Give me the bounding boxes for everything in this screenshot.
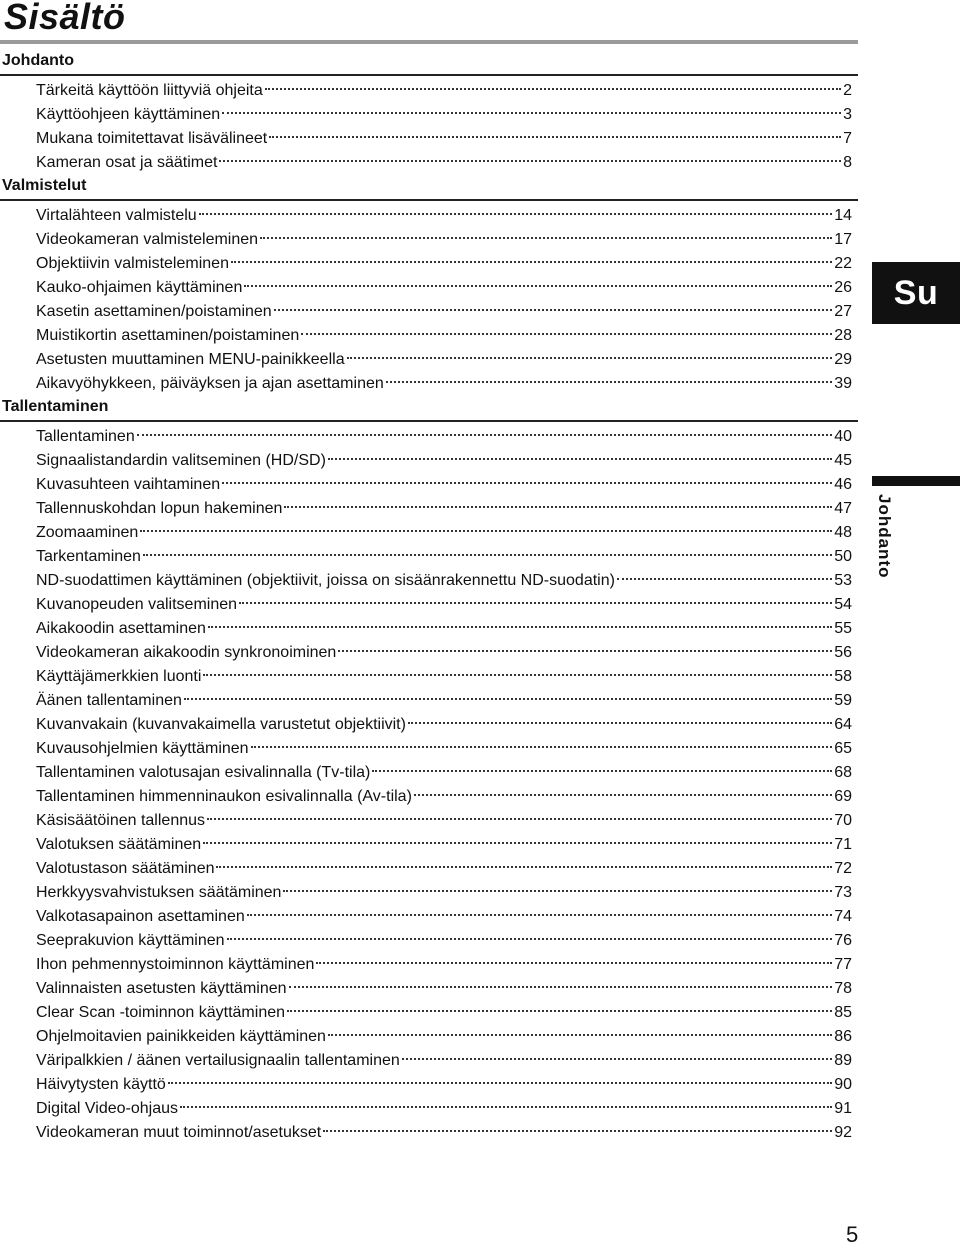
toc-entry-label: Kuvanopeuden valitseminen (36, 596, 238, 613)
toc-entry-label: Ihon pehmennystoiminnon käyttäminen (36, 956, 315, 973)
toc-entry-label: Käyttöohjeen käyttäminen (36, 106, 221, 123)
toc-entry[interactable] (36, 593, 852, 617)
toc-entry-label: Kuvanvakain (kuvanvakaimella varustetut objektiivit) (36, 716, 406, 733)
toc-entry-page: 17 (834, 231, 852, 248)
section-divider (0, 420, 858, 422)
toc-entry-page: 2 (843, 82, 852, 99)
toc-entry-page: 55 (834, 620, 852, 637)
toc-entry-page: 7 (843, 130, 852, 147)
toc-entry-label: Herkkyysvahvistuksen säätäminen (36, 884, 282, 901)
toc-entry-label: Kauko-ohjaimen käyttäminen (36, 279, 243, 296)
dot-leader (222, 482, 832, 484)
dot-leader (328, 1034, 832, 1036)
page-title: Sisältö (4, 0, 126, 37)
toc-entry-page: 78 (834, 980, 852, 997)
dot-leader (338, 650, 832, 652)
toc-entry[interactable] (36, 127, 852, 151)
toc-entry-page: 65 (834, 740, 852, 757)
toc-entry[interactable] (36, 521, 852, 545)
section-divider (0, 199, 858, 201)
toc-entry-page: 27 (834, 303, 852, 320)
toc-entry-label: Äänen tallentaminen (36, 692, 182, 709)
dot-leader (184, 698, 832, 700)
toc-entry[interactable] (36, 809, 852, 833)
toc-entry[interactable] (36, 953, 852, 977)
toc-entry-label: Muistikortin asettaminen/poistaminen (36, 327, 300, 344)
toc-entry-label: Tärkeitä käyttöön liittyviä ohjeita (36, 82, 263, 99)
toc-entry-page: 64 (834, 716, 852, 733)
section-heading: Tallentaminen (2, 398, 109, 415)
toc-entry-label: Kuvasuhteen vaihtaminen (36, 476, 221, 493)
dot-leader (269, 136, 841, 138)
toc-entry[interactable] (36, 545, 852, 569)
toc-entry-label: Valinnaisten asetusten käyttäminen (36, 980, 287, 997)
toc-entry-label: ND-suodattimen käyttäminen (objektiivit, joissa on sisäänrakennettu ND-suodatin) (36, 572, 615, 589)
toc-entry-page: 90 (834, 1076, 852, 1093)
dot-leader (283, 890, 832, 892)
toc-entry-label: Videokameran aikakoodin synkronoiminen (36, 644, 337, 661)
toc-entry-page: 89 (834, 1052, 852, 1069)
dot-leader (402, 1058, 832, 1060)
toc-entry-label: Tarkentaminen (36, 548, 141, 565)
toc-entry-label: Kuvausohjelmien käyttäminen (36, 740, 249, 757)
toc-entry-label: Häivytysten käyttö (36, 1076, 166, 1093)
toc-entry[interactable] (36, 785, 852, 809)
dot-leader (274, 309, 833, 311)
toc-entry-label: Kameran osat ja säätimet (36, 154, 218, 171)
dot-leader (347, 357, 833, 359)
dot-leader (203, 674, 832, 676)
toc-entry-label: Käyttäjämerkkien luonti (36, 668, 202, 685)
toc-entry-page: 26 (834, 279, 852, 296)
title-divider (0, 40, 858, 44)
toc-entry-page: 92 (834, 1124, 852, 1141)
dot-leader (140, 530, 832, 532)
toc-entry[interactable] (36, 372, 852, 396)
dot-leader (207, 818, 832, 820)
dot-leader (265, 88, 841, 90)
toc-entry-label: Aikakoodin asettaminen (36, 620, 206, 637)
toc-entry-label: Seeprakuvion käyttäminen (36, 932, 225, 949)
dot-leader (289, 986, 833, 988)
dot-leader (287, 1010, 832, 1012)
toc-entry-page: 8 (843, 154, 852, 171)
dot-leader (323, 1130, 832, 1132)
toc-entry-label: Tallentaminen (36, 428, 135, 445)
toc-entry-label: Mukana toimitettavat lisävälineet (36, 130, 268, 147)
toc-entry-page: 40 (834, 428, 852, 445)
toc-entry[interactable] (36, 1025, 852, 1049)
toc-entry[interactable] (36, 324, 852, 348)
toc-entry-page: 72 (834, 860, 852, 877)
toc-entry[interactable] (36, 1073, 852, 1097)
dot-leader (239, 602, 832, 604)
toc-entry[interactable] (36, 857, 852, 881)
toc-entry[interactable] (36, 977, 852, 1001)
toc-entry-page: 39 (834, 375, 852, 392)
toc-entry-label: Valkotasapainon asettaminen (36, 908, 245, 925)
toc-entry[interactable] (36, 497, 852, 521)
toc-entry[interactable] (36, 641, 852, 665)
toc-entry-label: Valotustason säätäminen (36, 860, 215, 877)
toc-entry[interactable] (36, 204, 852, 228)
toc-entry-page: 3 (843, 106, 852, 123)
toc-entry[interactable] (36, 1097, 852, 1121)
toc-entry-page: 22 (834, 255, 852, 272)
dot-leader (180, 1106, 832, 1108)
chapter-tab-label: Johdanto (875, 494, 894, 579)
dot-leader (168, 1082, 832, 1084)
toc-entry-page: 77 (834, 956, 852, 973)
section-heading: Valmistelut (2, 177, 87, 194)
toc-entry-page: 50 (834, 548, 852, 565)
toc-entry-label: Videokameran valmisteleminen (36, 231, 259, 248)
dot-leader (216, 866, 832, 868)
toc-entry[interactable] (36, 1049, 852, 1073)
toc-entry[interactable] (36, 473, 852, 497)
dot-leader (301, 333, 832, 335)
toc-entry-page: 59 (834, 692, 852, 709)
dot-leader (386, 381, 832, 383)
toc-entry[interactable] (36, 1121, 852, 1145)
toc-entry-label: Clear Scan -toiminnon käyttäminen (36, 1004, 286, 1021)
toc-entry[interactable] (36, 151, 852, 175)
toc-entry[interactable] (36, 425, 852, 449)
toc-entry[interactable] (36, 689, 852, 713)
toc-entry[interactable] (36, 929, 852, 953)
toc-entry[interactable] (36, 252, 852, 276)
dot-leader (617, 578, 832, 580)
toc-entry[interactable] (36, 276, 852, 300)
toc-entry[interactable] (36, 300, 852, 324)
toc-entry-page: 69 (834, 788, 852, 805)
toc-entry[interactable] (36, 569, 852, 593)
toc-entry-label: Zoomaaminen (36, 524, 139, 541)
dot-leader (143, 554, 832, 556)
toc-entry-label: Aikavyöhykkeen, päiväyksen ja ajan asettaminen (36, 375, 384, 392)
toc-entry[interactable] (36, 665, 852, 689)
dot-leader (316, 962, 832, 964)
toc-entry[interactable] (36, 103, 852, 127)
toc-entry-page: 53 (834, 572, 852, 589)
toc-entry-label: Objektiivin valmisteleminen (36, 255, 229, 272)
toc-entry[interactable] (36, 761, 852, 785)
dot-leader (219, 160, 841, 162)
dot-leader (414, 794, 832, 796)
toc-entry[interactable] (36, 1001, 852, 1025)
toc-entry-page: 54 (834, 596, 852, 613)
toc-entry-label: Tallentaminen himmenninaukon esivalinnalla (Av-tila) (36, 788, 412, 805)
toc-entry-label: Käsisäätöinen tallennus (36, 812, 206, 829)
section-divider (0, 74, 858, 76)
toc-entry-page: 74 (834, 908, 852, 925)
toc-entry[interactable] (36, 737, 852, 761)
toc-entry-label: Signaalistandardin valitseminen (HD/SD) (36, 452, 326, 469)
toc-entry[interactable] (36, 905, 852, 929)
toc-entry-label: Väripalkkien / äänen vertailusignaalin tallentaminen (36, 1052, 400, 1069)
toc-entry-page: 14 (834, 207, 852, 224)
toc-entry-label: Tallennuskohdan lopun hakeminen (36, 500, 283, 517)
toc-entry-label: Ohjelmoitavien painikkeiden käyttäminen (36, 1028, 326, 1045)
toc-entry[interactable] (36, 833, 852, 857)
toc-entry-page: 91 (834, 1100, 852, 1117)
toc-entry-label: Virtalähteen valmistelu (36, 207, 197, 224)
toc-entry-page: 85 (834, 1004, 852, 1021)
toc-entry-page: 73 (834, 884, 852, 901)
toc-entry[interactable] (36, 713, 852, 737)
toc-entry-page: 46 (834, 476, 852, 493)
dot-leader (328, 458, 832, 460)
toc-entry-page: 47 (834, 500, 852, 517)
toc-entry[interactable] (36, 79, 852, 103)
chapter-tab-bar (872, 476, 960, 486)
dot-leader (284, 506, 832, 508)
dot-leader (260, 237, 832, 239)
dot-leader (203, 842, 832, 844)
dot-leader (137, 434, 832, 436)
toc-entry-label: Digital Video-ohjaus (36, 1100, 179, 1117)
toc-entry-label: Kasetin asettaminen/poistaminen (36, 303, 272, 320)
section-heading: Johdanto (2, 52, 74, 69)
toc-entry-page: 58 (834, 668, 852, 685)
toc-entry-label: Asetusten muuttaminen MENU-painikkeella (36, 351, 345, 368)
table-of-contents (0, 50, 858, 1145)
dot-leader (244, 285, 832, 287)
dot-leader (231, 261, 832, 263)
dot-leader (227, 938, 833, 940)
dot-leader (199, 213, 833, 215)
toc-entry-label: Videokameran muut toiminnot/asetukset (36, 1124, 322, 1141)
toc-entry-label: Tallentaminen valotusajan esivalinnalla (Tv-tila) (36, 764, 371, 781)
toc-entry-page: 28 (834, 327, 852, 344)
dot-leader (372, 770, 832, 772)
toc-entry-page: 48 (834, 524, 852, 541)
toc-entry[interactable] (36, 348, 852, 372)
toc-entry-page: 56 (834, 644, 852, 661)
toc-entry[interactable] (36, 617, 852, 641)
dot-leader (222, 112, 841, 114)
toc-entry-page: 76 (834, 932, 852, 949)
dot-leader (208, 626, 832, 628)
toc-entry-page: 70 (834, 812, 852, 829)
toc-entry-page: 45 (834, 452, 852, 469)
toc-entry-page: 29 (834, 351, 852, 368)
toc-entry-page: 68 (834, 764, 852, 781)
dot-leader (408, 722, 832, 724)
toc-entry-page: 71 (834, 836, 852, 853)
toc-entry[interactable] (36, 881, 852, 905)
toc-entry[interactable] (36, 228, 852, 252)
page-number: 5 (846, 1222, 859, 1247)
dot-leader (247, 914, 832, 916)
dot-leader (251, 746, 833, 748)
toc-entry-label: Valotuksen säätäminen (36, 836, 202, 853)
toc-entry[interactable] (36, 449, 852, 473)
toc-entry-page: 86 (834, 1028, 852, 1045)
language-tab: Su (872, 262, 960, 324)
